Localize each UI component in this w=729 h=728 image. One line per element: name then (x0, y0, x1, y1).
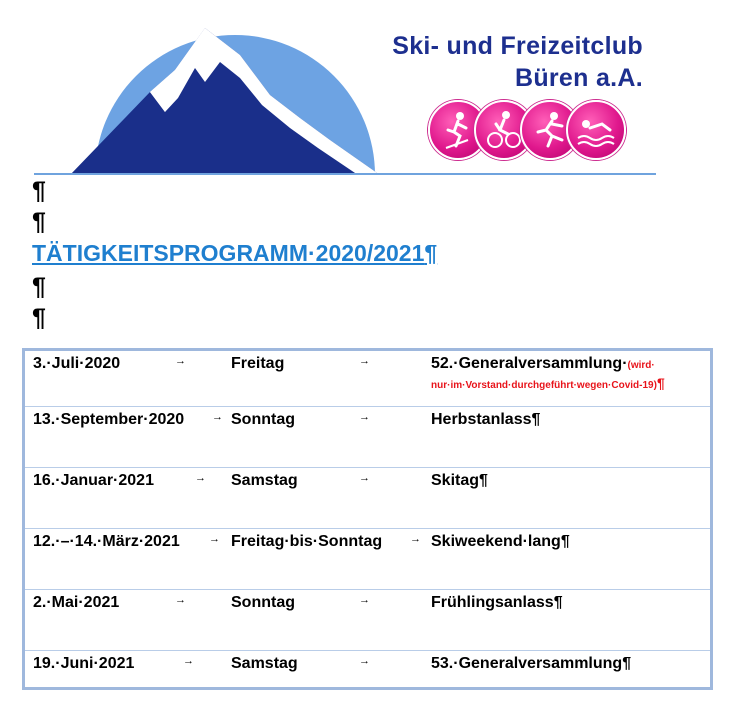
tab-arrow-icon: → (209, 533, 220, 545)
event-day: Freitag (231, 355, 285, 372)
tab-arrow-icon: → (175, 355, 186, 367)
table-row (25, 351, 710, 406)
tab-arrow-icon: → (359, 411, 370, 423)
tab-arrow-icon: → (359, 355, 370, 367)
tab-arrow-icon: → (183, 655, 194, 667)
paragraph-mark: ¶ (32, 177, 46, 205)
event-date: 3.·Juli·2020 (33, 355, 121, 372)
event-day: Freitag·bis·Sonntag (231, 533, 383, 550)
event-day: Sonntag (231, 411, 295, 428)
tab-arrow-icon: → (359, 472, 370, 484)
program-table (22, 348, 713, 690)
swimmer-icon (566, 100, 626, 160)
event-name: 53.·Generalversammlung¶ (431, 655, 632, 672)
club-logo (0, 0, 729, 180)
event-name: Frühlingsanlass¶ (431, 594, 563, 611)
page-title (32, 240, 437, 267)
tab-arrow-icon: → (175, 594, 186, 606)
club-name-line2: Büren a.A. (514, 64, 643, 92)
paragraph-mark: ¶ (32, 208, 46, 236)
event-day: Samstag (231, 655, 298, 672)
event-date: 16.·Januar·2021 (33, 472, 154, 489)
event-note-continued: nur·im·Vorstand·durchgeführt·wegen·Covid-19)¶ (431, 375, 665, 391)
event-day: Samstag (231, 472, 298, 489)
logo-divider (34, 173, 656, 175)
event-date: 2.·Mai·2021 (33, 594, 120, 611)
event-name: Skitag¶ (431, 472, 488, 489)
event-date: 13.·September·2020 (33, 411, 185, 428)
event-day: Sonntag (231, 594, 295, 611)
event-name: 52.·Generalversammlung·(wird· (431, 355, 655, 372)
event-date: 12.·–·14.·März·2021 (33, 533, 180, 550)
tab-arrow-icon: → (195, 472, 206, 484)
event-date: 19.·Juni·2021 (33, 655, 135, 672)
event-name: Herbstanlass¶ (431, 411, 541, 428)
table-row (25, 528, 710, 589)
event-name: Skiweekend·lang¶ (431, 533, 570, 550)
tab-arrow-icon: → (359, 655, 370, 667)
club-name (392, 30, 643, 94)
table-row (25, 589, 710, 650)
table-row (25, 650, 710, 690)
title-paragraph-mark: ¶ (424, 240, 438, 266)
tab-arrow-icon: → (212, 411, 223, 423)
paragraph-mark: ¶ (32, 273, 46, 301)
paragraph-mark: ¶ (32, 304, 46, 332)
table-row (25, 406, 710, 467)
club-name-line1: Ski- und Freizeitclub (392, 32, 643, 60)
table-row (25, 467, 710, 528)
tab-arrow-icon: → (359, 594, 370, 606)
title-text: TÄTIGKEITSPROGRAMM·2020/2021 (32, 240, 425, 266)
tab-arrow-icon: → (410, 533, 421, 545)
event-note: (wird· (627, 360, 655, 371)
